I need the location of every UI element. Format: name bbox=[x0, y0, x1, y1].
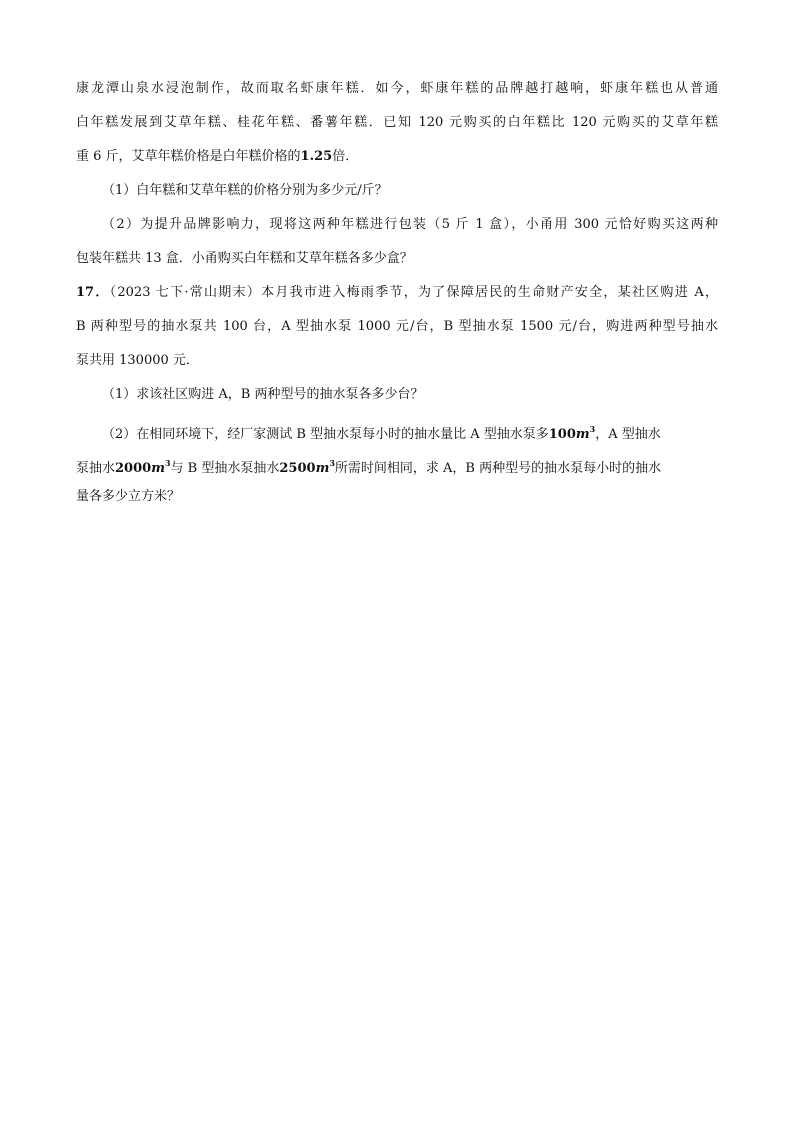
math-unit: m bbox=[575, 427, 590, 442]
problem-16-line-2: 白年糕发展到艾草年糕、桂花年糕、番薯年糕．已知 120 元购买的白年糕比 120 元购买的艾草年糕 bbox=[76, 115, 718, 130]
math-unit: m bbox=[315, 461, 330, 476]
text: 泵抽水 bbox=[76, 461, 116, 476]
problem-17-line-1 bbox=[76, 284, 718, 302]
problem-16-line-1: 康龙潭山泉水浸泡制作，故而取名虾康年糕．如今，虾康年糕的品牌越打越响，虾康年糕也从普通 bbox=[76, 81, 718, 96]
problem-17-question-1: （1）求该社区购进 A，B 两种型号的抽水泵各多少台？ bbox=[102, 387, 424, 402]
problem-17-line-3: 泵共用 130000 元． bbox=[76, 353, 199, 368]
problem-16-question-1: （1）白年糕和艾草年糕的价格分别为多少元/斤？ bbox=[102, 183, 388, 198]
math-number: 2500 bbox=[279, 461, 316, 476]
math-unit: m bbox=[151, 461, 165, 476]
problem-17-question-2-line-2 bbox=[76, 454, 718, 476]
math-number: 2000 bbox=[115, 461, 152, 476]
text: 与 B 型抽水泵抽水 bbox=[170, 461, 280, 476]
text: 重 6 斤，艾草年糕价格是白年糕价格的 bbox=[76, 149, 301, 164]
math-number: 1.25 bbox=[300, 149, 333, 164]
problem-16-line-3 bbox=[76, 148, 718, 166]
text: 倍． bbox=[332, 149, 359, 164]
problem-17-question-2-line-1 bbox=[76, 420, 718, 442]
text: ，A 型抽水 bbox=[595, 427, 661, 442]
math-number: 100 bbox=[548, 427, 576, 442]
page-content bbox=[76, 80, 718, 522]
text: 所需时间相同，求 A，B 两种型号的抽水泵每小时的抽水 bbox=[334, 461, 662, 476]
math-exponent: 3 bbox=[329, 458, 335, 468]
problem-16-question-2-line-2: 包装年糕共 13 盒．小甬购买白年糕和艾草年糕各多少盒？ bbox=[76, 251, 413, 266]
problem-source-and-text: （2023 七下·常山期末）本月我市进入梅雨季节，为了保障居民的生命财产安全，某社区购进 A， bbox=[109, 285, 719, 300]
math-exponent: 3 bbox=[164, 458, 171, 468]
problem-17-line-2: B 两种型号的抽水泵共 100 台，A 型抽水泵 1000 元/台，B 型抽水泵 1500 元/台，购进两种型号抽水 bbox=[76, 319, 718, 334]
problem-number: 17． bbox=[76, 285, 110, 300]
text: （2）在相同环境下，经厂家测试 B 型抽水泵每小时的抽水量比 A 型抽水泵多 bbox=[102, 427, 549, 442]
math-exponent: 3 bbox=[589, 424, 596, 434]
problem-16-question-2-line-1: （2）为提升品牌影响力，现将这两种年糕进行包装（5 斤 1 盒），小甬用 300 元恰好购买这两种 bbox=[102, 217, 718, 232]
problem-17-question-2-line-3: 量各多少立方米？ bbox=[76, 489, 181, 504]
